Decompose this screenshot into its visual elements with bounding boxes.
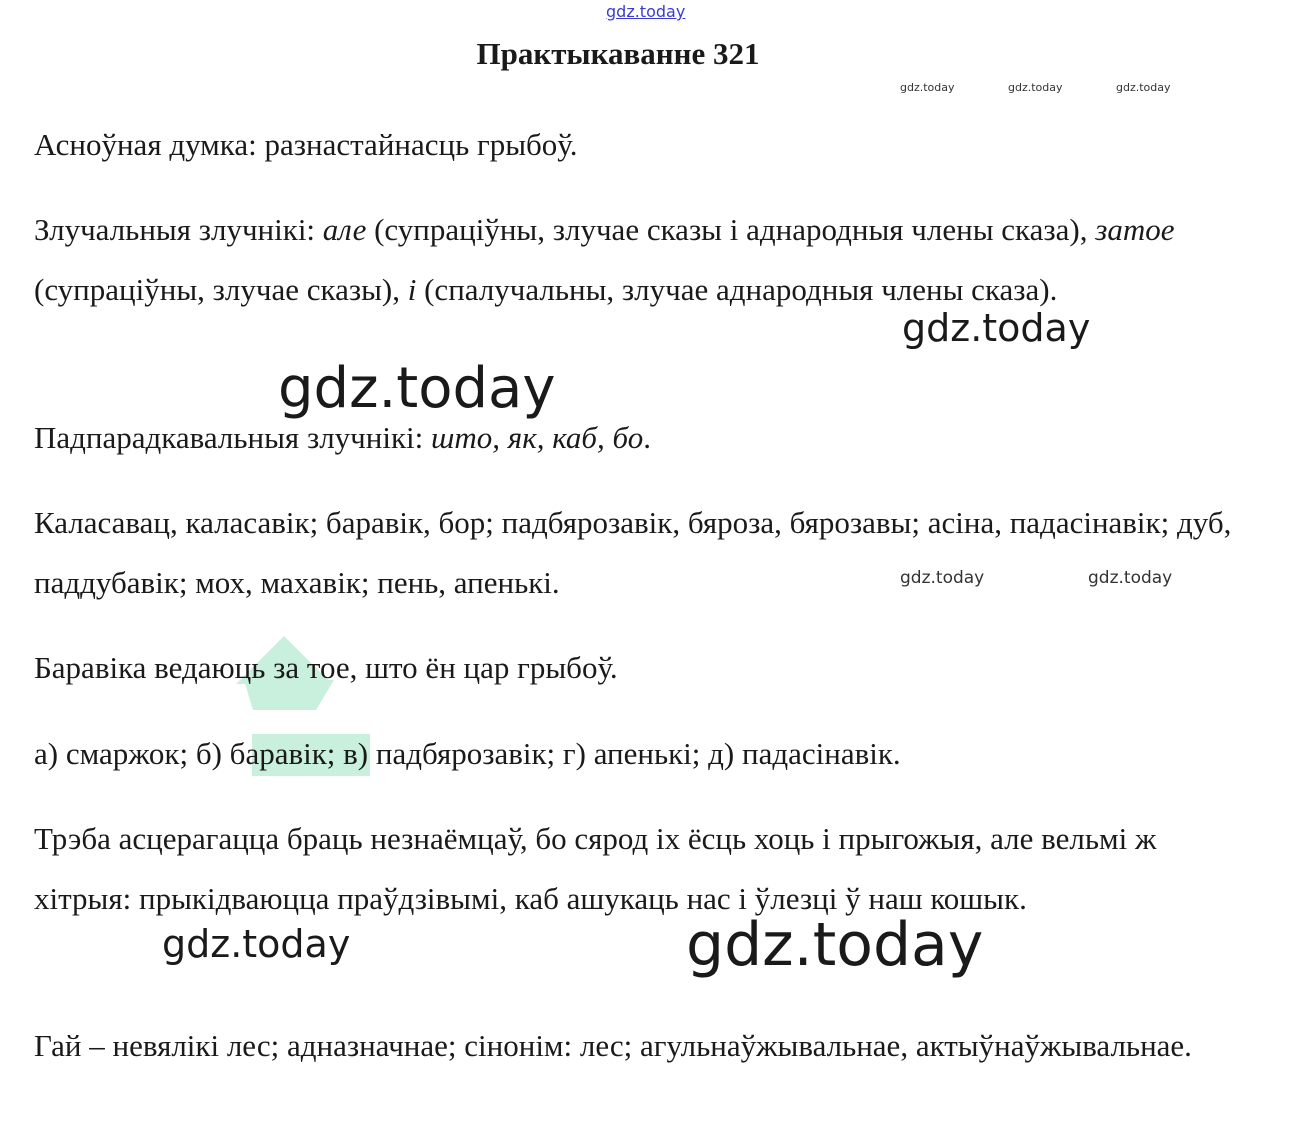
watermark-tiny-3: gdz.today bbox=[1116, 81, 1171, 94]
watermark-big-1: gdz.today bbox=[278, 356, 556, 421]
paragraph-word-pairs: Каласавац, каласавік; баравік, бор; падбярозавік, бяроза, бярозавы; асіна, падасінавік; дуб, паддубавік; мох, махавік; пень, апенькі. bbox=[34, 505, 1232, 600]
text-fragment: Злучальныя злучнікі: bbox=[34, 212, 323, 247]
text-fragment: (спалучальны, злучае аднародныя члены сказа). bbox=[416, 272, 1058, 307]
text-fragment: (супраціўны, злучае сказы), bbox=[34, 272, 408, 307]
text-fragment: . bbox=[643, 420, 651, 455]
page-title: Практыкаванне 321 bbox=[476, 36, 760, 71]
conjunction-i: і bbox=[407, 272, 417, 307]
watermark-tiny-1: gdz.today bbox=[900, 81, 955, 94]
watermark-small-1: gdz.today bbox=[900, 568, 985, 588]
conjunction-ale: але bbox=[322, 212, 367, 247]
conjunction-list: што, як, каб, бо bbox=[431, 420, 644, 455]
conjunction-zatoe: затое bbox=[1095, 212, 1175, 247]
paragraph-caution: Трэба асцерагацца браць незнаёмцаў, бо сярод іх ёсць хоць і прыгожыя, але вельмі ж хітрыя: прыкідваюцца праўдзівымі, каб ашукаць нас і ўлезці ў наш кошык. bbox=[34, 821, 1157, 916]
text-fragment: (супраціўны, злучае сказы і аднародныя члены сказа), bbox=[366, 212, 1096, 247]
paragraph-gai: Гай – невялікі лес; адназначнае; сінонім: лес; агульнаўжывальнае, актыўнаўжывальнае. bbox=[34, 1028, 1192, 1063]
text-fragment: Падпарадкавальныя злучнікі: bbox=[34, 420, 431, 455]
watermark-top[interactable]: gdz.today bbox=[606, 2, 686, 21]
watermark-huge: gdz.today bbox=[686, 910, 984, 980]
paragraph-coordinating-conjunctions bbox=[34, 200, 1234, 320]
paragraph-options: а) смаржок; б) баравік; в) падбярозавік; г) апенькі; д) падасінавік. bbox=[34, 736, 901, 771]
paragraph-subordinating-conjunctions bbox=[34, 408, 1234, 468]
paragraph-baravik-king: Баравіка ведаюць за тое, што ён цар грыбоў. bbox=[34, 650, 618, 685]
watermark-mid-2: gdz.today bbox=[162, 922, 351, 966]
watermark-mid-1: gdz.today bbox=[902, 306, 1091, 350]
paragraph-main-idea: Асноўная думка: разнастайнасць грыбоў. bbox=[34, 127, 578, 162]
watermark-small-2: gdz.today bbox=[1088, 568, 1173, 588]
watermark-tiny-2: gdz.today bbox=[1008, 81, 1063, 94]
